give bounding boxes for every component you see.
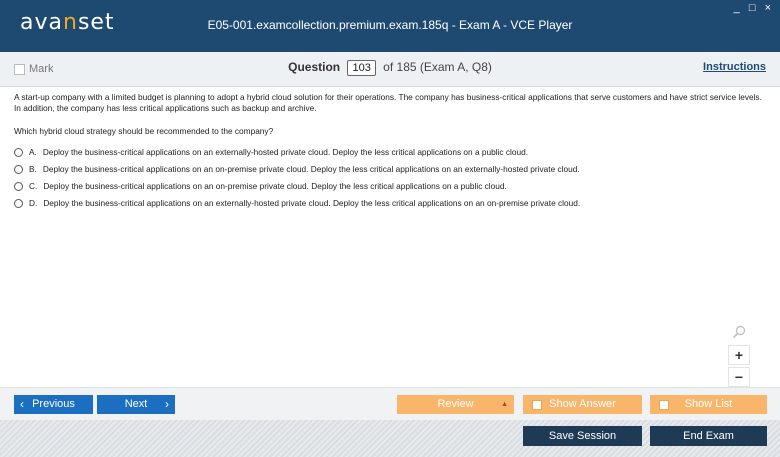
zoom-in-button[interactable]: + xyxy=(728,345,750,365)
zoom-controls xyxy=(728,325,750,387)
next-button[interactable] xyxy=(97,395,175,414)
show-list-button[interactable] xyxy=(650,395,767,414)
previous-label: Previous xyxy=(32,398,75,410)
question-text: A start-up company with a limited budget is planning to adopt a hybrid cloud solution for their operations. The company has business-critical applications that serve customers and have strict service levels. In addition, the company has less critical applications such as backup and archive. xyxy=(14,92,762,113)
minimize-icon[interactable]: _ xyxy=(733,2,743,14)
question-content xyxy=(14,92,766,214)
save-session-button[interactable]: Save Session xyxy=(523,426,642,446)
question-header xyxy=(0,52,780,87)
question-number-input[interactable]: 103 xyxy=(347,60,375,76)
question-counter xyxy=(0,60,780,76)
answer-option-a[interactable] xyxy=(14,146,766,158)
next-label: Next xyxy=(124,398,148,410)
option-letter: B. xyxy=(29,163,37,174)
radio-button[interactable] xyxy=(14,148,23,157)
instructions-link[interactable]: Instructions xyxy=(703,61,766,73)
show-list-label: Show List xyxy=(684,398,733,410)
review-button[interactable] xyxy=(397,395,514,414)
navigation-bar xyxy=(0,387,780,420)
question-prompt: Which hybrid cloud strategy should be recommended to the company? xyxy=(14,126,274,136)
option-text: Deploy the business-critical applications on an externally-hosted private cloud. Deploy the less critical applications on a public cloud. xyxy=(42,146,529,157)
mark-label: Mark xyxy=(29,63,54,75)
avanset-logo: avanset xyxy=(20,10,115,35)
chevron-right-icon: › xyxy=(165,397,169,411)
option-letter: D. xyxy=(29,197,38,208)
title-bar xyxy=(0,0,780,52)
footer-bar xyxy=(0,420,780,457)
close-icon[interactable]: × xyxy=(764,2,774,14)
end-exam-button[interactable]: End Exam xyxy=(650,426,767,446)
answer-option-b[interactable] xyxy=(14,163,766,175)
magnifier-icon xyxy=(728,325,750,343)
answer-option-c[interactable] xyxy=(14,180,766,192)
show-answer-button[interactable] xyxy=(523,395,642,414)
question-label: Question xyxy=(288,60,341,74)
radio-button[interactable] xyxy=(14,165,23,174)
zoom-out-button[interactable]: − xyxy=(728,367,750,387)
option-text: Deploy the business-critical applications on an externally-hosted private cloud. Deploy the less critical applications on an on-premise private cloud. xyxy=(43,197,581,208)
show-answer-label: Show Answer xyxy=(549,398,616,410)
window-title: E05-001.examcollection.premium.exam.185q - Exam A - VCE Player xyxy=(207,18,573,32)
answer-option-d[interactable] xyxy=(14,197,766,209)
option-text: Deploy the business-critical applications on an on-premise private cloud. Deploy the less critical applications on an externally-hosted private cloud. xyxy=(42,163,580,174)
radio-button[interactable] xyxy=(14,182,23,191)
option-text: Deploy the business-critical applications on an on-premise private cloud. Deploy the less critical applications on a public cloud. xyxy=(43,180,507,191)
caret-up-icon: ▲ xyxy=(501,401,508,408)
maximize-icon[interactable]: □ xyxy=(748,2,759,14)
option-letter: C. xyxy=(29,180,38,191)
previous-button[interactable] xyxy=(14,395,93,414)
question-of-label: of 185 (Exam A, Q8) xyxy=(383,60,492,74)
radio-button[interactable] xyxy=(14,199,23,208)
option-letter: A. xyxy=(29,146,37,157)
chevron-left-icon: ‹ xyxy=(20,397,24,411)
window-controls xyxy=(734,2,774,14)
checkbox-icon[interactable] xyxy=(659,400,669,410)
checkbox-icon[interactable] xyxy=(532,400,542,410)
review-label: Review xyxy=(437,398,474,410)
